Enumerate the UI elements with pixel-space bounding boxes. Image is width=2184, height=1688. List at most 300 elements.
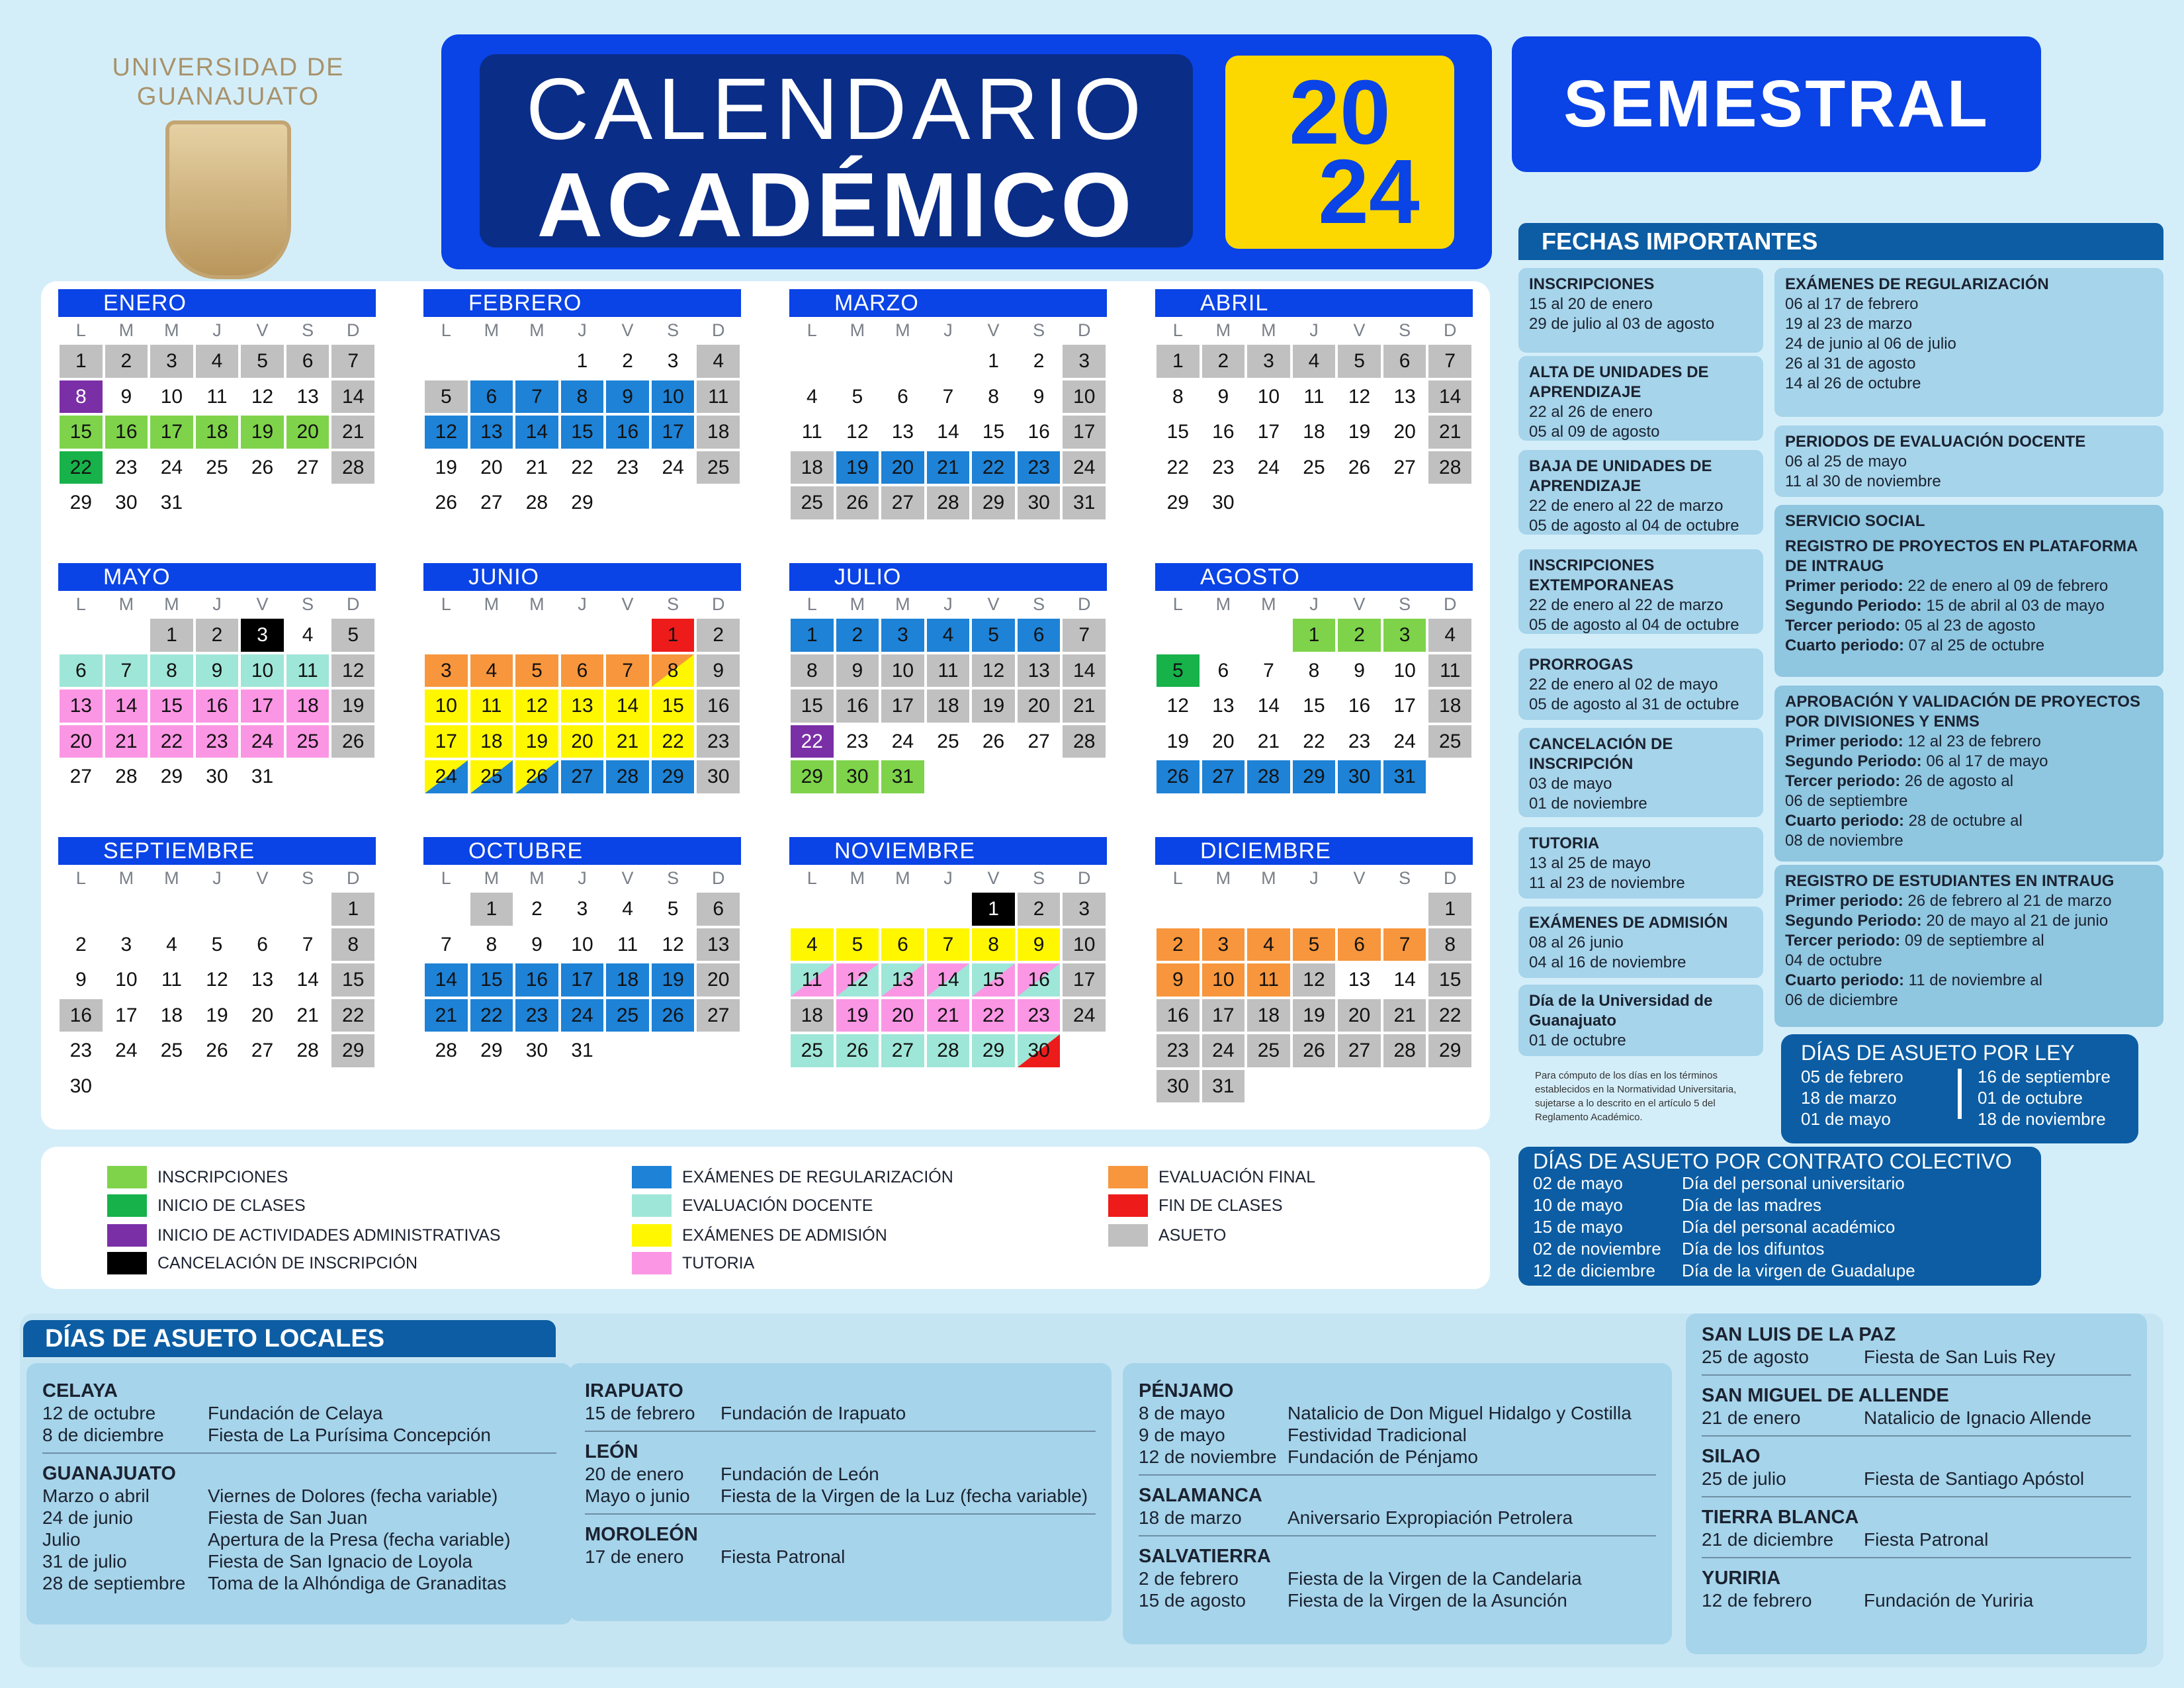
day-cell[interactable]: 19 (835, 450, 881, 486)
day-cell[interactable]: 10 (423, 688, 469, 724)
day-cell[interactable]: 13 (58, 688, 104, 724)
day-cell[interactable]: 27 (695, 998, 741, 1034)
day-cell[interactable]: 19 (835, 998, 881, 1034)
day-cell[interactable]: 13 (1336, 962, 1382, 998)
day-cell[interactable]: 26 (1291, 1033, 1337, 1069)
day-cell[interactable]: 19 (195, 998, 240, 1034)
day-cell[interactable]: 5 (514, 653, 560, 689)
day-cell[interactable]: 13 (880, 414, 926, 450)
day-cell[interactable]: 10 (560, 927, 605, 963)
day-cell[interactable]: 14 (1427, 379, 1473, 415)
day-cell[interactable]: 21 (926, 450, 971, 486)
day-cell[interactable]: 4 (195, 343, 240, 379)
day-cell[interactable]: 14 (514, 414, 560, 450)
day-cell[interactable]: 27 (1016, 724, 1062, 760)
day-cell[interactable]: 24 (149, 450, 195, 486)
day-cell[interactable]: 9 (195, 653, 240, 689)
day-cell[interactable]: 3 (880, 617, 926, 653)
day-cell[interactable]: 17 (1246, 414, 1291, 450)
day-cell[interactable]: 19 (971, 688, 1016, 724)
day-cell[interactable]: 4 (789, 379, 835, 415)
day-cell[interactable]: 28 (1061, 724, 1107, 760)
day-cell[interactable]: 4 (695, 343, 741, 379)
day-cell[interactable]: 17 (1061, 414, 1107, 450)
day-cell[interactable]: 1 (1155, 343, 1201, 379)
day-cell[interactable]: 24 (240, 724, 285, 760)
day-cell[interactable]: 6 (880, 927, 926, 963)
day-cell[interactable]: 15 (650, 688, 696, 724)
day-cell[interactable]: 1 (789, 617, 835, 653)
day-cell[interactable]: 8 (560, 379, 605, 415)
day-cell[interactable]: 4 (285, 617, 331, 653)
day-cell[interactable]: 5 (1291, 927, 1337, 963)
day-cell[interactable]: 22 (971, 450, 1016, 486)
day-cell[interactable]: 12 (240, 379, 285, 415)
day-cell[interactable]: 7 (926, 379, 971, 415)
day-cell[interactable]: 29 (560, 485, 605, 521)
day-cell[interactable]: 15 (1155, 414, 1201, 450)
day-cell[interactable]: 8 (971, 927, 1016, 963)
day-cell[interactable]: 17 (149, 414, 195, 450)
day-cell[interactable]: 9 (1016, 379, 1062, 415)
day-cell[interactable]: 7 (330, 343, 376, 379)
day-cell[interactable]: 7 (1061, 617, 1107, 653)
day-cell[interactable]: 15 (330, 962, 376, 998)
day-cell[interactable]: 22 (330, 998, 376, 1034)
day-cell[interactable]: 16 (1155, 998, 1201, 1034)
day-cell[interactable]: 10 (1246, 379, 1291, 415)
day-cell[interactable]: 29 (1427, 1033, 1473, 1069)
day-cell[interactable]: 1 (1427, 891, 1473, 927)
day-cell[interactable]: 18 (1246, 998, 1291, 1034)
day-cell[interactable]: 15 (971, 414, 1016, 450)
day-cell[interactable]: 2 (195, 617, 240, 653)
day-cell[interactable]: 10 (240, 653, 285, 689)
day-cell[interactable]: 20 (1336, 998, 1382, 1034)
day-cell[interactable]: 14 (926, 414, 971, 450)
day-cell[interactable]: 12 (514, 688, 560, 724)
day-cell[interactable]: 30 (58, 1069, 104, 1104)
day-cell[interactable]: 22 (971, 998, 1016, 1034)
day-cell[interactable]: 21 (330, 414, 376, 450)
day-cell[interactable]: 24 (1382, 724, 1428, 760)
day-cell[interactable]: 20 (1016, 688, 1062, 724)
day-cell[interactable]: 2 (1336, 617, 1382, 653)
day-cell[interactable]: 13 (695, 927, 741, 963)
day-cell[interactable]: 5 (835, 927, 881, 963)
day-cell[interactable]: 29 (149, 759, 195, 795)
day-cell[interactable]: 19 (240, 414, 285, 450)
day-cell[interactable]: 24 (650, 450, 696, 486)
day-cell[interactable]: 15 (971, 962, 1016, 998)
day-cell[interactable]: 16 (1016, 414, 1062, 450)
day-cell[interactable]: 28 (1246, 759, 1291, 795)
day-cell[interactable]: 31 (1201, 1069, 1246, 1104)
day-cell[interactable]: 19 (1336, 414, 1382, 450)
day-cell[interactable]: 23 (1336, 724, 1382, 760)
day-cell[interactable]: 11 (469, 688, 515, 724)
day-cell[interactable]: 3 (1061, 343, 1107, 379)
day-cell[interactable]: 2 (514, 891, 560, 927)
day-cell[interactable]: 24 (560, 998, 605, 1034)
day-cell[interactable]: 4 (1427, 617, 1473, 653)
day-cell[interactable]: 9 (1155, 962, 1201, 998)
day-cell[interactable]: 20 (695, 962, 741, 998)
day-cell[interactable]: 12 (423, 414, 469, 450)
day-cell[interactable]: 12 (195, 962, 240, 998)
day-cell[interactable]: 22 (1155, 450, 1201, 486)
day-cell[interactable]: 11 (926, 653, 971, 689)
day-cell[interactable]: 11 (789, 414, 835, 450)
day-cell[interactable]: 28 (330, 450, 376, 486)
day-cell[interactable]: 8 (149, 653, 195, 689)
day-cell[interactable]: 31 (1382, 759, 1428, 795)
day-cell[interactable]: 14 (1061, 653, 1107, 689)
day-cell[interactable]: 24 (104, 1033, 150, 1069)
day-cell[interactable]: 6 (560, 653, 605, 689)
day-cell[interactable]: 27 (560, 759, 605, 795)
day-cell[interactable]: 9 (514, 927, 560, 963)
day-cell[interactable]: 30 (835, 759, 881, 795)
day-cell[interactable]: 1 (650, 617, 696, 653)
day-cell[interactable]: 29 (650, 759, 696, 795)
day-cell[interactable]: 5 (650, 891, 696, 927)
day-cell[interactable]: 16 (695, 688, 741, 724)
day-cell[interactable]: 27 (240, 1033, 285, 1069)
day-cell[interactable]: 25 (1427, 724, 1473, 760)
day-cell[interactable]: 8 (58, 379, 104, 415)
day-cell[interactable]: 2 (1016, 343, 1062, 379)
day-cell[interactable]: 27 (1336, 1033, 1382, 1069)
day-cell[interactable]: 15 (1427, 962, 1473, 998)
day-cell[interactable]: 1 (58, 343, 104, 379)
day-cell[interactable]: 23 (514, 998, 560, 1034)
day-cell[interactable]: 30 (514, 1033, 560, 1069)
day-cell[interactable]: 27 (1201, 759, 1246, 795)
day-cell[interactable]: 4 (1291, 343, 1337, 379)
day-cell[interactable]: 4 (605, 891, 650, 927)
day-cell[interactable]: 8 (1155, 379, 1201, 415)
day-cell[interactable]: 28 (423, 1033, 469, 1069)
day-cell[interactable]: 1 (149, 617, 195, 653)
day-cell[interactable]: 27 (58, 759, 104, 795)
day-cell[interactable]: 18 (195, 414, 240, 450)
day-cell[interactable]: 28 (1427, 450, 1473, 486)
day-cell[interactable]: 17 (880, 688, 926, 724)
day-cell[interactable]: 1 (1291, 617, 1337, 653)
day-cell[interactable]: 6 (58, 653, 104, 689)
day-cell[interactable]: 17 (423, 724, 469, 760)
day-cell[interactable]: 30 (195, 759, 240, 795)
day-cell[interactable]: 26 (835, 1033, 881, 1069)
day-cell[interactable]: 14 (104, 688, 150, 724)
day-cell[interactable]: 5 (423, 379, 469, 415)
day-cell[interactable]: 12 (330, 653, 376, 689)
day-cell[interactable]: 22 (789, 724, 835, 760)
day-cell[interactable]: 21 (104, 724, 150, 760)
day-cell[interactable]: 13 (560, 688, 605, 724)
day-cell[interactable]: 15 (58, 414, 104, 450)
day-cell[interactable]: 10 (149, 379, 195, 415)
day-cell[interactable]: 20 (880, 450, 926, 486)
day-cell[interactable]: 27 (880, 485, 926, 521)
day-cell[interactable]: 3 (1061, 891, 1107, 927)
day-cell[interactable]: 28 (926, 485, 971, 521)
day-cell[interactable]: 4 (926, 617, 971, 653)
day-cell[interactable]: 1 (469, 891, 515, 927)
day-cell[interactable]: 26 (330, 724, 376, 760)
day-cell[interactable]: 17 (650, 414, 696, 450)
day-cell[interactable]: 29 (971, 485, 1016, 521)
day-cell[interactable]: 15 (149, 688, 195, 724)
day-cell[interactable]: 1 (971, 343, 1016, 379)
day-cell[interactable]: 20 (1201, 724, 1246, 760)
day-cell[interactable]: 5 (330, 617, 376, 653)
day-cell[interactable]: 25 (789, 485, 835, 521)
day-cell[interactable]: 20 (1382, 414, 1428, 450)
day-cell[interactable]: 25 (149, 1033, 195, 1069)
day-cell[interactable]: 28 (1382, 1033, 1428, 1069)
day-cell[interactable]: 15 (789, 688, 835, 724)
day-cell[interactable]: 26 (514, 759, 560, 795)
day-cell[interactable]: 23 (1201, 450, 1246, 486)
day-cell[interactable]: 26 (835, 485, 881, 521)
day-cell[interactable]: 2 (835, 617, 881, 653)
day-cell[interactable]: 15 (469, 962, 515, 998)
day-cell[interactable]: 17 (104, 998, 150, 1034)
day-cell[interactable]: 7 (605, 653, 650, 689)
day-cell[interactable]: 7 (1427, 343, 1473, 379)
day-cell[interactable]: 17 (240, 688, 285, 724)
day-cell[interactable]: 7 (514, 379, 560, 415)
day-cell[interactable]: 26 (650, 998, 696, 1034)
day-cell[interactable]: 6 (880, 379, 926, 415)
day-cell[interactable]: 21 (1246, 724, 1291, 760)
day-cell[interactable]: 6 (1201, 653, 1246, 689)
day-cell[interactable]: 2 (104, 343, 150, 379)
day-cell[interactable]: 10 (1201, 962, 1246, 998)
day-cell[interactable]: 24 (880, 724, 926, 760)
day-cell[interactable]: 25 (195, 450, 240, 486)
day-cell[interactable]: 19 (1291, 998, 1337, 1034)
day-cell[interactable]: 24 (1201, 1033, 1246, 1069)
day-cell[interactable]: 29 (789, 759, 835, 795)
day-cell[interactable]: 7 (285, 927, 331, 963)
day-cell[interactable]: 23 (1016, 450, 1062, 486)
day-cell[interactable]: 10 (880, 653, 926, 689)
day-cell[interactable]: 10 (650, 379, 696, 415)
day-cell[interactable]: 21 (514, 450, 560, 486)
day-cell[interactable]: 15 (560, 414, 605, 450)
day-cell[interactable]: 7 (1382, 927, 1428, 963)
day-cell[interactable]: 10 (1061, 379, 1107, 415)
day-cell[interactable]: 30 (1016, 1033, 1062, 1069)
day-cell[interactable]: 11 (1427, 653, 1473, 689)
day-cell[interactable]: 20 (469, 450, 515, 486)
day-cell[interactable]: 14 (1246, 688, 1291, 724)
day-cell[interactable]: 11 (789, 962, 835, 998)
day-cell[interactable]: 18 (149, 998, 195, 1034)
day-cell[interactable]: 28 (514, 485, 560, 521)
day-cell[interactable]: 30 (104, 485, 150, 521)
day-cell[interactable]: 25 (1246, 1033, 1291, 1069)
day-cell[interactable]: 3 (1382, 617, 1428, 653)
day-cell[interactable]: 28 (104, 759, 150, 795)
day-cell[interactable]: 25 (695, 450, 741, 486)
day-cell[interactable]: 14 (926, 962, 971, 998)
day-cell[interactable]: 11 (1246, 962, 1291, 998)
day-cell[interactable]: 25 (605, 998, 650, 1034)
day-cell[interactable]: 2 (1016, 891, 1062, 927)
day-cell[interactable]: 14 (285, 962, 331, 998)
day-cell[interactable]: 12 (835, 962, 881, 998)
day-cell[interactable]: 2 (605, 343, 650, 379)
day-cell[interactable]: 8 (789, 653, 835, 689)
day-cell[interactable]: 23 (1155, 1033, 1201, 1069)
day-cell[interactable]: 21 (285, 998, 331, 1034)
day-cell[interactable]: 18 (605, 962, 650, 998)
day-cell[interactable]: 31 (149, 485, 195, 521)
day-cell[interactable]: 20 (880, 998, 926, 1034)
day-cell[interactable]: 3 (1246, 343, 1291, 379)
day-cell[interactable]: 11 (195, 379, 240, 415)
day-cell[interactable]: 4 (789, 927, 835, 963)
day-cell[interactable]: 20 (285, 414, 331, 450)
day-cell[interactable]: 3 (104, 927, 150, 963)
day-cell[interactable]: 29 (330, 1033, 376, 1069)
day-cell[interactable]: 21 (1382, 998, 1428, 1034)
day-cell[interactable]: 13 (240, 962, 285, 998)
day-cell[interactable]: 19 (514, 724, 560, 760)
day-cell[interactable]: 21 (1427, 414, 1473, 450)
day-cell[interactable]: 17 (1061, 962, 1107, 998)
day-cell[interactable]: 16 (605, 414, 650, 450)
day-cell[interactable]: 3 (423, 653, 469, 689)
day-cell[interactable]: 13 (1382, 379, 1428, 415)
day-cell[interactable]: 14 (423, 962, 469, 998)
day-cell[interactable]: 4 (469, 653, 515, 689)
day-cell[interactable]: 11 (605, 927, 650, 963)
day-cell[interactable]: 12 (1155, 688, 1201, 724)
day-cell[interactable]: 23 (695, 724, 741, 760)
day-cell[interactable]: 14 (605, 688, 650, 724)
day-cell[interactable]: 16 (104, 414, 150, 450)
day-cell[interactable]: 30 (1336, 759, 1382, 795)
day-cell[interactable]: 3 (149, 343, 195, 379)
day-cell[interactable]: 18 (789, 450, 835, 486)
day-cell[interactable]: 12 (835, 414, 881, 450)
day-cell[interactable]: 29 (1291, 759, 1337, 795)
day-cell[interactable]: 6 (1016, 617, 1062, 653)
day-cell[interactable]: 26 (423, 485, 469, 521)
day-cell[interactable]: 8 (469, 927, 515, 963)
day-cell[interactable]: 18 (695, 414, 741, 450)
day-cell[interactable]: 27 (469, 485, 515, 521)
day-cell[interactable]: 6 (240, 927, 285, 963)
day-cell[interactable]: 6 (1382, 343, 1428, 379)
day-cell[interactable]: 14 (1382, 962, 1428, 998)
day-cell[interactable]: 9 (835, 653, 881, 689)
day-cell[interactable]: 12 (650, 927, 696, 963)
day-cell[interactable]: 21 (1061, 688, 1107, 724)
day-cell[interactable]: 8 (650, 653, 696, 689)
day-cell[interactable]: 29 (469, 1033, 515, 1069)
day-cell[interactable]: 25 (926, 724, 971, 760)
day-cell[interactable]: 21 (423, 998, 469, 1034)
day-cell[interactable]: 13 (285, 379, 331, 415)
day-cell[interactable]: 9 (605, 379, 650, 415)
day-cell[interactable]: 26 (195, 1033, 240, 1069)
day-cell[interactable]: 12 (1291, 962, 1337, 998)
day-cell[interactable]: 8 (1427, 927, 1473, 963)
day-cell[interactable]: 16 (1201, 414, 1246, 450)
day-cell[interactable]: 16 (514, 962, 560, 998)
day-cell[interactable]: 18 (1291, 414, 1337, 450)
day-cell[interactable]: 17 (1201, 998, 1246, 1034)
day-cell[interactable]: 22 (1291, 724, 1337, 760)
day-cell[interactable]: 3 (650, 343, 696, 379)
day-cell[interactable]: 14 (330, 379, 376, 415)
day-cell[interactable]: 22 (149, 724, 195, 760)
day-cell[interactable]: 6 (469, 379, 515, 415)
day-cell[interactable]: 24 (1061, 998, 1107, 1034)
day-cell[interactable]: 5 (1336, 343, 1382, 379)
day-cell[interactable]: 7 (1246, 653, 1291, 689)
day-cell[interactable]: 7 (926, 927, 971, 963)
day-cell[interactable]: 17 (1382, 688, 1428, 724)
day-cell[interactable]: 31 (880, 759, 926, 795)
day-cell[interactable]: 5 (240, 343, 285, 379)
day-cell[interactable]: 12 (971, 653, 1016, 689)
day-cell[interactable]: 1 (330, 891, 376, 927)
day-cell[interactable]: 17 (560, 962, 605, 998)
day-cell[interactable]: 26 (971, 724, 1016, 760)
day-cell[interactable]: 11 (1291, 379, 1337, 415)
day-cell[interactable]: 15 (1291, 688, 1337, 724)
day-cell[interactable]: 20 (560, 724, 605, 760)
day-cell[interactable]: 25 (789, 1033, 835, 1069)
day-cell[interactable]: 4 (1246, 927, 1291, 963)
day-cell[interactable]: 7 (104, 653, 150, 689)
day-cell[interactable]: 26 (1155, 759, 1201, 795)
day-cell[interactable]: 19 (330, 688, 376, 724)
day-cell[interactable]: 24 (1061, 450, 1107, 486)
day-cell[interactable]: 30 (1155, 1069, 1201, 1104)
day-cell[interactable]: 13 (469, 414, 515, 450)
day-cell[interactable]: 19 (650, 962, 696, 998)
day-cell[interactable]: 12 (1336, 379, 1382, 415)
day-cell[interactable]: 22 (58, 450, 104, 486)
day-cell[interactable]: 13 (880, 962, 926, 998)
day-cell[interactable]: 22 (560, 450, 605, 486)
day-cell[interactable]: 23 (58, 1033, 104, 1069)
day-cell[interactable]: 2 (695, 617, 741, 653)
day-cell[interactable]: 9 (58, 962, 104, 998)
day-cell[interactable]: 26 (1336, 450, 1382, 486)
day-cell[interactable]: 18 (789, 998, 835, 1034)
day-cell[interactable]: 6 (695, 891, 741, 927)
day-cell[interactable]: 5 (195, 927, 240, 963)
day-cell[interactable]: 25 (285, 724, 331, 760)
day-cell[interactable]: 16 (58, 998, 104, 1034)
day-cell[interactable]: 27 (285, 450, 331, 486)
day-cell[interactable]: 2 (58, 927, 104, 963)
day-cell[interactable]: 9 (1201, 379, 1246, 415)
day-cell[interactable]: 30 (1016, 485, 1062, 521)
day-cell[interactable]: 18 (285, 688, 331, 724)
day-cell[interactable]: 3 (560, 891, 605, 927)
day-cell[interactable]: 19 (423, 450, 469, 486)
